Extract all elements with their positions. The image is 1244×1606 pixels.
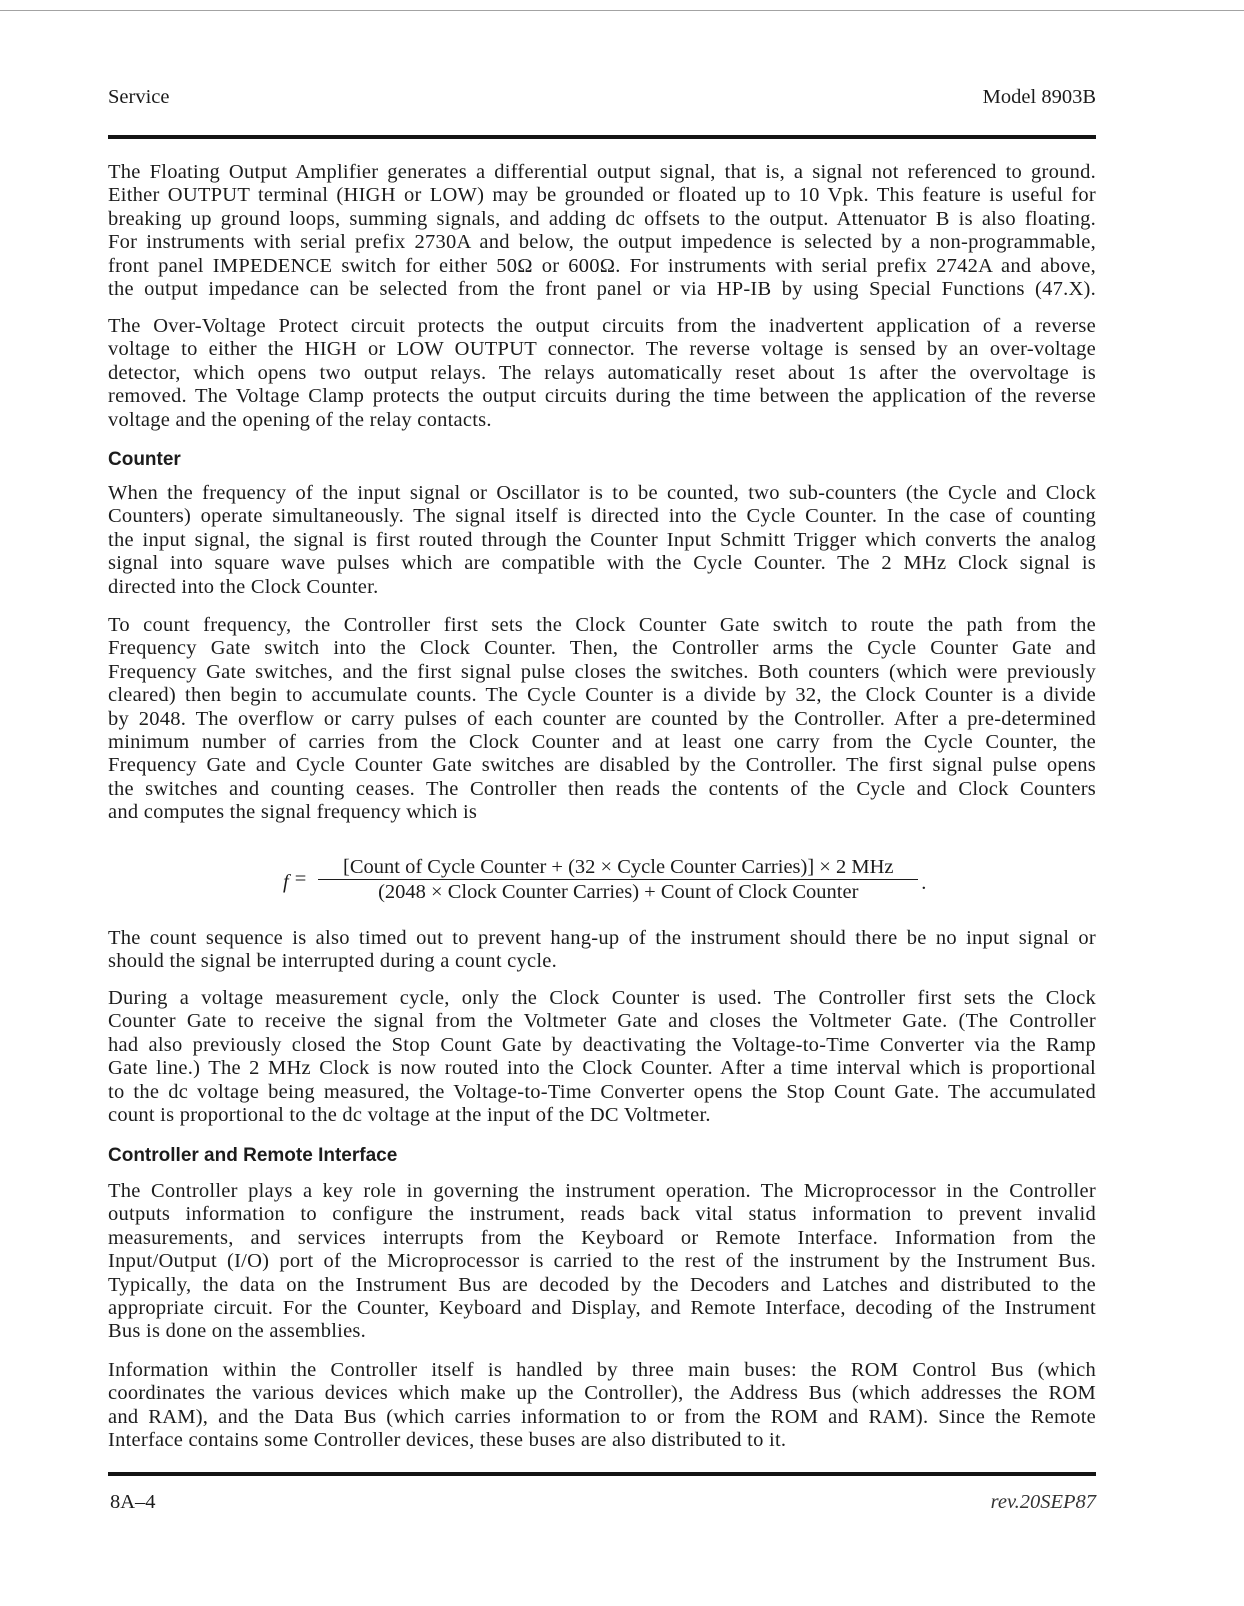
revision-date: rev.20SEP87 [990,1491,1096,1513]
text-line: When the frequency of the input signal or Oscillator is to be counted, two sub-counters (the Cycle and Clock [108,482,1096,504]
text-line: to the dc voltage being measured, the Voltage-to-Time Converter opens the Stop Count Gate. The accumulated [108,1080,1096,1103]
frequency-formula [283,855,926,904]
text-line: coordinates the various devices which make up the Controller), the Address Bus (which addresses the ROM [108,1382,1096,1405]
text-line: For instruments with serial prefix 2730A and below, the output impedence is selected by a non-programmable, [108,231,1096,254]
paragraph-count-timeout [108,927,1096,974]
paragraph-over-voltage-protect [108,315,1096,432]
text-line: the input signal, the signal is first routed through the Counter Input Schmitt Trigger which converts the analog [108,528,1096,551]
text-line: the output impedance can be selected from the front panel or via HP-IB by using Special Functions (47.X). [108,278,1096,301]
text-line: The count sequence is also timed out to prevent hang-up of the instrument should there be no input signal or [108,927,1096,949]
header-rule [108,135,1096,139]
text-line: Counters) operate simultaneously. The signal itself is directed into the Cycle Counter. In the case of counting [108,505,1096,528]
scan-edge-line [0,10,1244,11]
paragraph-controller-role [108,1180,1096,1344]
page-number: 8A–4 [110,1491,156,1513]
text-line: During a voltage measurement cycle, only the Clock Counter is used. The Controller first sets the Clock [108,987,1096,1009]
paragraph-floating-output-amplifier [108,161,1096,301]
text-line: count is proportional to the dc voltage at the input of the DC Voltmeter. [108,1104,711,1127]
text-line: measurements, and services interrupts from the Keyboard or Remote Interface. Information from the [108,1226,1096,1249]
text-line: minimum number of carries from the Clock Counter and at least one carry from the Cycle Counter, the [108,731,1096,754]
text-line: Interface contains some Controller devices, these buses are also distributed to it. [108,1429,787,1452]
text-line: Input/Output (I/O) port of the Microprocessor is carried to the rest of the instrument by the Instrument Bus. [108,1250,1096,1273]
formula-variable: f [283,871,289,893]
text-line: The Controller plays a key role in governing the instrument operation. The Microprocessor in the Controller [108,1180,1096,1202]
text-line: Counter Gate to receive the signal from the Voltmeter Gate and closes the Voltmeter Gate. (The Controller [108,1010,1096,1033]
text-line: front panel IMPEDENCE switch for either 50Ω or 600Ω. For instruments with serial prefix 2742A and above, [108,254,1096,277]
text-line: detector, which opens two output relays. The relays automatically reset about 1s after the overvoltage is [108,361,1096,384]
text-line: To count frequency, the Controller first sets the Clock Counter Gate switch to route the path from the [108,614,1096,636]
text-line: should the signal be interrupted during a count cycle. [108,950,558,973]
text-line: cleared) then begin to accumulate counts. The Cycle Counter is a divide by 32, the Clock Counter is a divide [108,684,1096,707]
text-line: the switches and counting ceases. The Controller then reads the contents of the Cycle and Clock Counters [108,777,1096,800]
running-header-section: Service [108,86,170,108]
text-line: Frequency Gate switches, and the first signal pulse closes the switches. Both counters (which were previously [108,660,1096,683]
formula-denominator: (2048 × Clock Counter Carries) + Count of Clock Counter [378,881,859,903]
text-line: The Floating Output Amplifier generates a differential output signal, that is, a signal not referenced to ground. [108,161,1096,183]
text-line: outputs information to configure the instrument, reads back vital status information to prevent invalid [108,1203,1096,1226]
text-line: directed into the Clock Counter. [108,575,379,598]
text-line: by 2048. The overflow or carry pulses of each counter are counted by the Controller. After a pre-determined [108,707,1096,730]
text-line: Information within the Controller itself is handled by three main buses: the ROM Control Bus (which [108,1359,1096,1381]
paragraph-counter-intro [108,482,1096,599]
text-line: had also previously closed the Stop Count Gate by deactivating the Voltage-to-Time Converter via the Ramp [108,1033,1096,1056]
text-line: and computes the signal frequency which is [108,801,478,824]
text-line: appropriate circuit. For the Counter, Keyboard and Display, and Remote Interface, decoding of the Instrument [108,1297,1096,1320]
formula-numerator: [Count of Cycle Counter + (32 × Cycle Counter Carries)] × 2 MHz [318,855,918,880]
footer-rule [108,1472,1096,1476]
section-heading-controller: Controller and Remote Interface [108,1145,398,1166]
formula-equals-sign: = [294,868,307,890]
running-header-model: Model 8903B [982,86,1096,108]
text-line: Frequency Gate switch into the Clock Counter. Then, the Controller arms the Cycle Counter Gate and [108,637,1096,660]
text-line: voltage to either the HIGH or LOW OUTPUT connector. The reverse voltage is sensed by an over-voltage [108,338,1096,361]
text-line: The Over-Voltage Protect circuit protects the output circuits from the inadvertent application of a reverse [108,315,1096,337]
text-line: Frequency Gate and Cycle Counter Gate switches are disabled by the Controller. The first signal pulse opens [108,754,1096,777]
text-line: Gate line.) The 2 MHz Clock is now routed into the Clock Counter. After a time interval which is proportional [108,1057,1096,1080]
text-line: breaking up ground loops, summing signals, and adding dc offsets to the output. Attenuator B is also floating. [108,207,1096,230]
paragraph-voltage-measurement [108,987,1096,1127]
formula-fraction [318,855,918,904]
text-line: Either OUTPUT terminal (HIGH or LOW) may be grounded or floated up to 10 Vpk. This feature is useful for [108,184,1096,207]
text-line: and RAM), and the Data Bus (which carries information to or from the ROM and RAM). Since the Remote [108,1405,1096,1428]
text-line: removed. The Voltage Clamp protects the output circuits during the time between the application of the reverse [108,385,1096,408]
section-heading-counter: Counter [108,449,181,470]
paragraph-count-frequency [108,614,1096,825]
text-line: voltage and the opening of the relay contacts. [108,408,492,431]
paragraph-controller-buses [108,1359,1096,1453]
formula-terminator: . [921,872,927,894]
text-line: Typically, the data on the Instrument Bus are decoded by the Decoders and Latches and distributed to the [108,1273,1096,1296]
text-line: Bus is done on the assemblies. [108,1320,367,1343]
text-line: signal into square wave pulses which are compatible with the Cycle Counter. The 2 MHz Clock signal is [108,552,1096,575]
